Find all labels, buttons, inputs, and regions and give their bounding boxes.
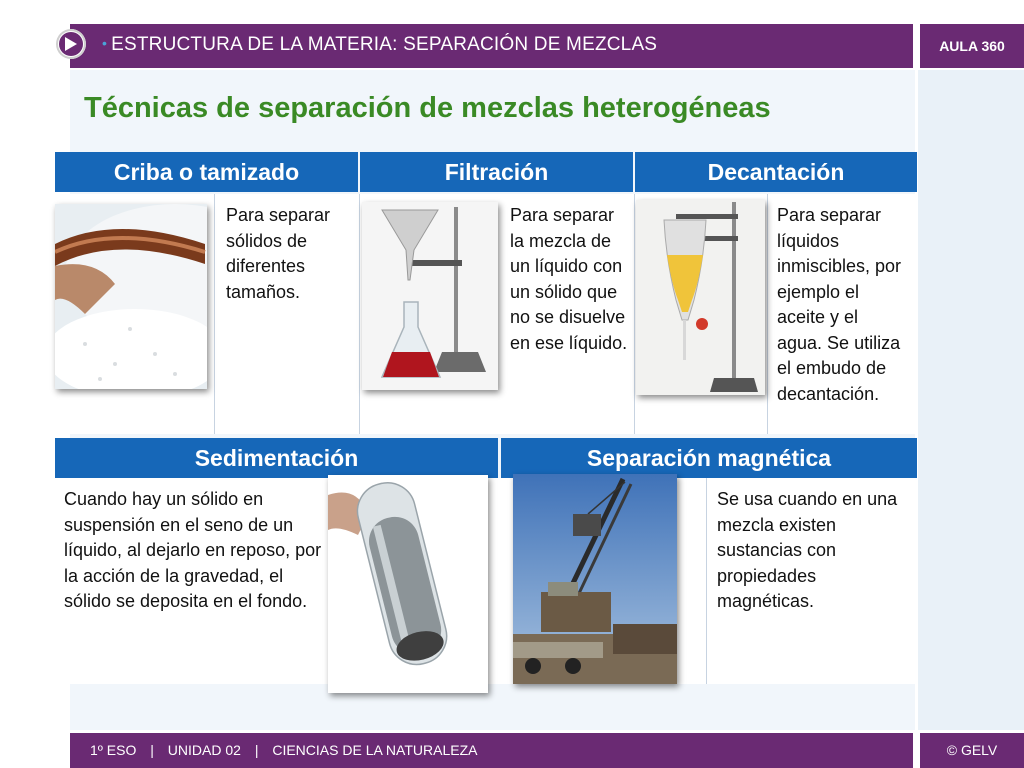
divider: [359, 194, 360, 434]
footer-separator: |: [150, 742, 154, 758]
footer-subject: CIENCIAS DE LA NATURALEZA: [272, 742, 478, 758]
divider: [634, 194, 635, 434]
divider: [214, 194, 215, 434]
magnetic-crane-photo: [513, 474, 677, 684]
description-criba: Para separar sólidos de diferentes tamaños.: [226, 205, 331, 302]
right-panel: [918, 70, 1024, 730]
play-button[interactable]: [56, 29, 86, 59]
divider: [767, 194, 768, 434]
footer-bar: [70, 733, 913, 768]
sieve-photo: [55, 204, 207, 389]
test-tube-photo: [328, 475, 488, 693]
filtration-photo: [362, 202, 498, 390]
footer-unit: UNIDAD 02: [167, 742, 241, 758]
divider: [706, 478, 707, 684]
column-header-filtracion: Filtración: [360, 152, 633, 192]
brand-label: AULA 360: [920, 24, 1024, 68]
column-header-decantacion: Decantación: [635, 152, 917, 192]
header-title: • ESTRUCTURA DE LA MATERIA: SEPARACIÓN DE MEZCLAS: [102, 34, 658, 55]
separatory-funnel-photo: [636, 200, 765, 395]
description-sedimentacion: Cuando hay un sólido en suspensión en el seno de un líquido, al dejarlo en reposo, por la acción de la gravedad, el sólido se deposita en el fondo.: [64, 489, 322, 611]
footer-course: 1º ESO: [90, 742, 137, 758]
column-header-separacion-magnetica: Separación magnética: [501, 438, 917, 478]
column-header-criba: Criba o tamizado: [55, 152, 358, 192]
description-decantacion: Para separar líquidos inmiscibles, por ejemplo el aceite y el agua. Se utiliza el embudo de decantación.: [777, 205, 902, 404]
column-header-sedimentacion: Sedimentación: [55, 438, 498, 478]
footer-separator: |: [254, 742, 259, 758]
play-icon: [64, 36, 78, 52]
bullet-dot-icon: •: [102, 35, 108, 51]
description-filtracion: Para separar la mezcla de un líquido con un sólido que no se disuelve en ese líquido.: [510, 205, 628, 353]
description-separacion-magnetica: Se usa cuando en una mezcla existen sustancias con propiedades magnéticas.: [717, 489, 898, 611]
page-title: Técnicas de separación de mezclas heterogéneas: [84, 92, 771, 124]
footer-copyright: © GELV: [920, 733, 1024, 768]
